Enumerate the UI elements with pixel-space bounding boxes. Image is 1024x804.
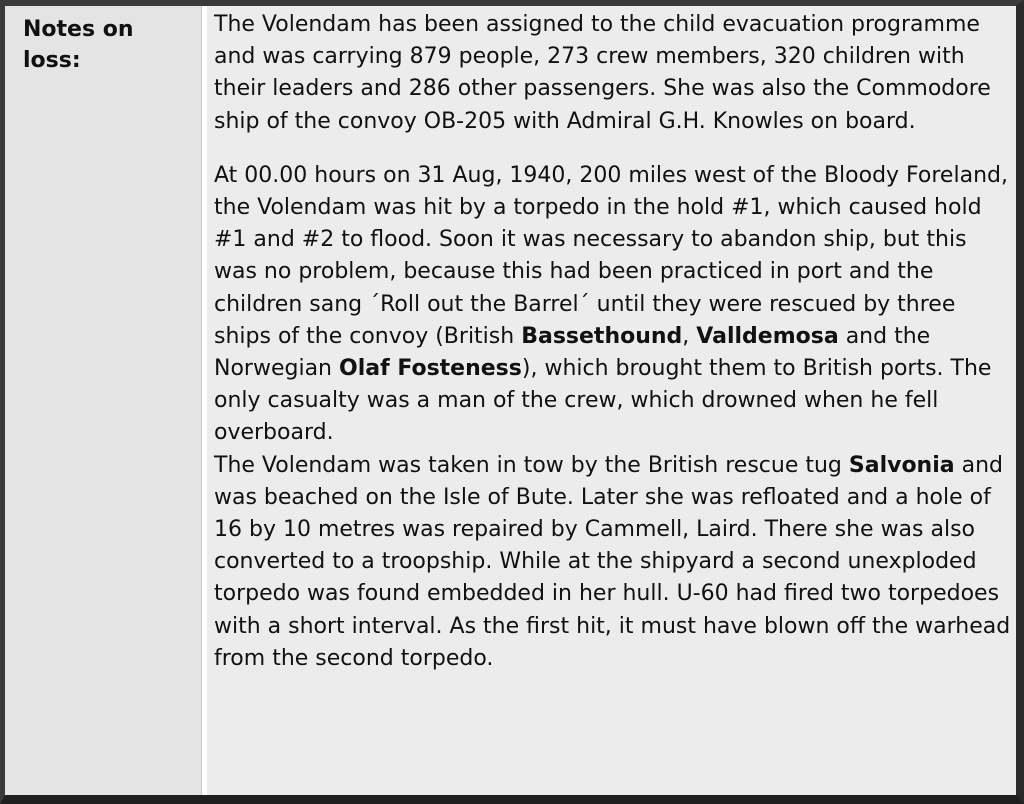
notes-on-loss-label: Notes on loss:	[23, 17, 134, 73]
paragraph-assignment: The Volendam has been assigned to the child evacuation programme and was carrying 879 people, 273 crew members, 320 children with their leaders and 286 other passengers. She was also the Commodore ship of the convoy OB-205 with Admiral G.H. Knowles on board.	[214, 12, 991, 134]
ship-name-valldemosa: Valldemosa	[696, 323, 839, 349]
ship-name-salvonia: Salvonia	[848, 452, 955, 478]
text-segment: The Volendam was taken in tow by the British rescue tug	[214, 452, 849, 478]
paragraph-tow	[214, 450, 1014, 675]
paragraph-attack	[214, 160, 1014, 450]
text-segment: ), which brought them to British ports. The only casualty was a man of the crew, which drowned when he fell overboard.	[214, 356, 992, 446]
ship-name-olaf-fosteness: Olaf Fosteness	[339, 356, 522, 382]
text-segment: and was beached on the Isle of Bute. Later she was refloated and a hole of 16 by 10 metres was repaired by Cammell, Laird. There she was also converted to a troopship. While at the shipyard a second unexploded torpedo was found embedded in her hull. U-60 had fired two torpedoes with a short interval. As the first hit, it must have blown off the warhead from the second torpedo.	[214, 452, 1011, 671]
label-cell	[5, 6, 202, 795]
text-segment: At 00.00 hours on 31 Aug, 1940, 200 miles west of the Bloody Foreland, the Volendam was hit by a torpedo in the hold #1, which caused hold #1 and #2 to flood. Soon it was necessary to abandon ship, but this was no problem, because this had been practiced in port and the children sang ´Roll out the Barrel´ until they were rescued by three ships of the convoy (British	[214, 162, 1008, 349]
content-cell	[207, 6, 1016, 795]
text-segment: ,	[682, 323, 697, 349]
ship-name-bassethound: Bassethound	[521, 323, 683, 349]
notes-text	[214, 9, 1014, 675]
text-segment: and the Norwegian	[214, 323, 931, 382]
